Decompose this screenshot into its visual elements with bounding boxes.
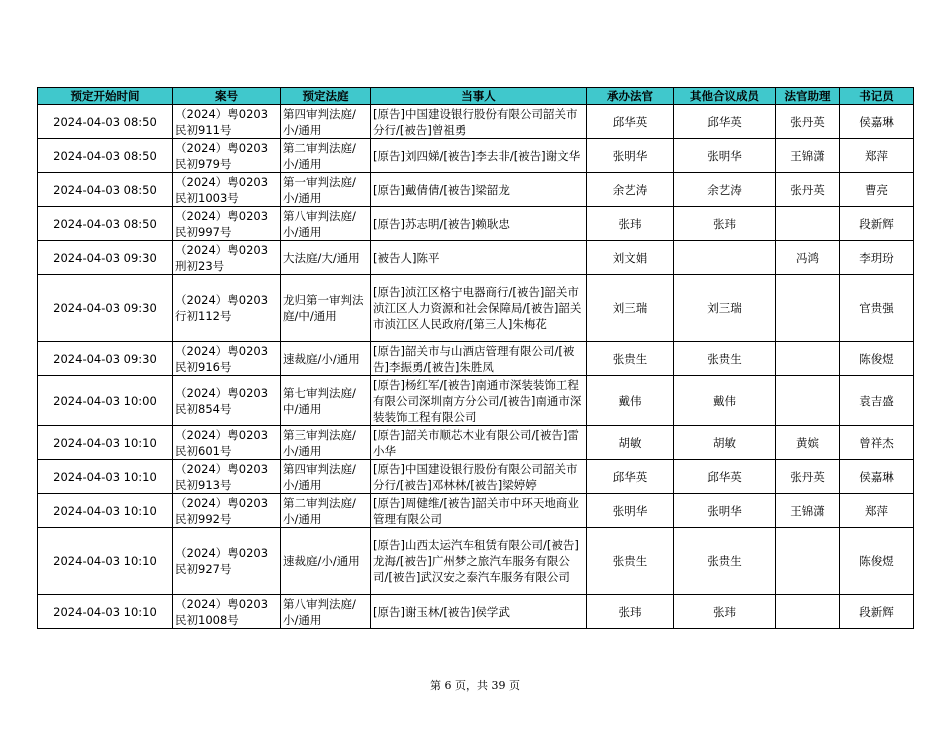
cell-assistant [776,207,840,241]
cell-assistant [776,595,840,629]
table-row [38,139,914,173]
cell-clerk: 李玥玢 [840,241,914,275]
cell-time: 2024-04-03 10:10 [38,460,173,494]
cell-court: 第四审判法庭/小/通用 [281,105,371,139]
cell-case-number: （2024）粤0203 民初992号 [173,494,281,528]
cell-court: 大法庭/大/通用 [281,241,371,275]
cell-time: 2024-04-03 10:10 [38,528,173,595]
cell-members: 邱华英 [674,105,776,139]
page-footer: 第 6 页，共 39 页 [430,679,520,692]
cell-parties: [原告]刘四娣/[被告]李去非/[被告]谢文华 [371,139,587,173]
cell-time: 2024-04-03 10:00 [38,376,173,426]
cell-clerk: 袁吉盛 [840,376,914,426]
cell-case-number: （2024）粤0203 民初601号 [173,426,281,460]
col-header-court: 预定法庭 [281,88,371,105]
table-row [38,376,914,426]
cell-clerk: 官贵强 [840,275,914,342]
table-row [38,275,914,342]
cell-clerk: 段新辉 [840,207,914,241]
table-row [38,426,914,460]
table-row [38,207,914,241]
cell-members: 张贵生 [674,528,776,595]
cell-judge: 张贵生 [587,342,674,376]
col-header-case: 案号 [173,88,281,105]
cell-members [674,241,776,275]
cell-parties: [原告]戴倩倩/[被告]梁韶龙 [371,173,587,207]
cell-clerk: 侯嘉琳 [840,105,914,139]
col-header-time: 预定开始时间 [38,88,173,105]
cell-assistant [776,376,840,426]
cell-court: 第一审判法庭/小/通用 [281,173,371,207]
table-row [38,173,914,207]
cell-judge: 余艺涛 [587,173,674,207]
cell-time: 2024-04-03 08:50 [38,173,173,207]
table-row [38,460,914,494]
cell-time: 2024-04-03 09:30 [38,241,173,275]
cell-members: 张明华 [674,494,776,528]
table-row [38,105,914,139]
cell-parties: [原告]中国建设银行股份有限公司韶关市分行/[被告]曾祖勇 [371,105,587,139]
cell-members: 张玮 [674,595,776,629]
cell-court: 速裁庭/小/通用 [281,528,371,595]
col-header-clerk: 书记员 [840,88,914,105]
cell-members: 胡敏 [674,426,776,460]
cell-parties: [原告]谢玉林/[被告]侯学武 [371,595,587,629]
table-row [38,494,914,528]
cell-clerk: 曾祥杰 [840,426,914,460]
cell-members: 邱华英 [674,460,776,494]
cell-case-number: （2024）粤0203 民初916号 [173,342,281,376]
cell-judge: 张玮 [587,595,674,629]
cell-case-number: （2024）粤0203 民初927号 [173,528,281,595]
cell-assistant: 冯鸿 [776,241,840,275]
cell-clerk: 陈俊煜 [840,342,914,376]
cell-parties: [原告]山西太运汽车租赁有限公司/[被告]龙海/[被告]广州梦之旅汽车服务有限公司/[被告]武汉安之泰汽车服务有限公司 [371,528,587,595]
cell-court: 第二审判法庭/小/通用 [281,494,371,528]
table-row [38,241,914,275]
col-header-members: 其他合议成员 [674,88,776,105]
col-header-judge: 承办法官 [587,88,674,105]
cell-members: 戴伟 [674,376,776,426]
cell-assistant: 张丹英 [776,460,840,494]
cell-assistant: 张丹英 [776,173,840,207]
cell-parties: [原告]韶关市与山酒店管理有限公司/[被告]李振勇/[被告]朱胜凤 [371,342,587,376]
cell-members: 余艺涛 [674,173,776,207]
cell-time: 2024-04-03 10:10 [38,494,173,528]
cell-clerk: 段新辉 [840,595,914,629]
table-row [38,528,914,595]
cell-parties: [原告]周健维/[被告]韶关市中环天地商业管理有限公司 [371,494,587,528]
cell-clerk: 侯嘉琳 [840,460,914,494]
cell-parties: [被告人]陈平 [371,241,587,275]
cell-parties: [原告]苏志明/[被告]赖耿忠 [371,207,587,241]
col-header-parties: 当事人 [371,88,587,105]
cell-members: 刘三瑞 [674,275,776,342]
cell-time: 2024-04-03 08:50 [38,105,173,139]
cell-case-number: （2024）粤0203 民初913号 [173,460,281,494]
cell-judge: 邱华英 [587,105,674,139]
cell-assistant [776,275,840,342]
cell-assistant [776,528,840,595]
cell-case-number: （2024）粤0203 民初854号 [173,376,281,426]
cell-time: 2024-04-03 08:50 [38,207,173,241]
cell-time: 2024-04-03 09:30 [38,275,173,342]
cell-judge: 戴伟 [587,376,674,426]
cell-clerk: 郑萍 [840,494,914,528]
table-row [38,595,914,629]
cell-time: 2024-04-03 10:10 [38,595,173,629]
cell-time: 2024-04-03 08:50 [38,139,173,173]
cell-assistant [776,342,840,376]
cell-case-number: （2024）粤0203 民初997号 [173,207,281,241]
cell-case-number: （2024）粤0203 民初1003号 [173,173,281,207]
cell-court: 第四审判法庭/小/通用 [281,460,371,494]
cell-judge: 刘三瑞 [587,275,674,342]
cell-clerk: 郑萍 [840,139,914,173]
cell-judge: 刘文娟 [587,241,674,275]
cell-parties: [原告]浈江区格宁电器商行/[被告]韶关市浈江区人力资源和社会保障局/[被告]韶关市浈江区人民政府/[第三人]朱梅花 [371,275,587,342]
cell-court: 第八审判法庭/小/通用 [281,595,371,629]
cell-assistant: 黄嫔 [776,426,840,460]
cell-judge: 张玮 [587,207,674,241]
cell-judge: 张贵生 [587,528,674,595]
cell-parties: [原告]韶关市顺芯木业有限公司/[被告]雷小华 [371,426,587,460]
cell-parties: [原告]中国建设银行股份有限公司韶关市分行/[被告]邓林林/[被告]梁婷婷 [371,460,587,494]
cell-parties: [原告]杨红军/[被告]南通市深装装饰工程有限公司深圳南方分公司/[被告]南通市深装装饰工程有限公司 [371,376,587,426]
cell-members: 张玮 [674,207,776,241]
cell-court: 速裁庭/小/通用 [281,342,371,376]
schedule-table [37,87,914,629]
cell-time: 2024-04-03 09:30 [38,342,173,376]
cell-court: 第三审判法庭/小/通用 [281,426,371,460]
header-row [38,88,914,105]
cell-judge: 张明华 [587,494,674,528]
cell-court: 第八审判法庭/小/通用 [281,207,371,241]
cell-assistant: 张丹英 [776,105,840,139]
col-header-assistant: 法官助理 [776,88,840,105]
cell-clerk: 陈俊煜 [840,528,914,595]
cell-case-number: （2024）粤0203 民初911号 [173,105,281,139]
cell-assistant: 王锦潇 [776,139,840,173]
table-row [38,342,914,376]
cell-judge: 胡敏 [587,426,674,460]
cell-judge: 邱华英 [587,460,674,494]
cell-time: 2024-04-03 10:10 [38,426,173,460]
cell-case-number: （2024）粤0203 行初112号 [173,275,281,342]
cell-court: 第二审判法庭/小/通用 [281,139,371,173]
cell-assistant: 王锦潇 [776,494,840,528]
cell-judge: 张明华 [587,139,674,173]
cell-clerk: 曹亮 [840,173,914,207]
cell-case-number: （2024）粤0203 刑初23号 [173,241,281,275]
cell-court: 第七审判法庭/中/通用 [281,376,371,426]
cell-members: 张明华 [674,139,776,173]
cell-court: 龙归第一审判法庭/中/通用 [281,275,371,342]
cell-case-number: （2024）粤0203 民初1008号 [173,595,281,629]
cell-case-number: （2024）粤0203 民初979号 [173,139,281,173]
cell-members: 张贵生 [674,342,776,376]
